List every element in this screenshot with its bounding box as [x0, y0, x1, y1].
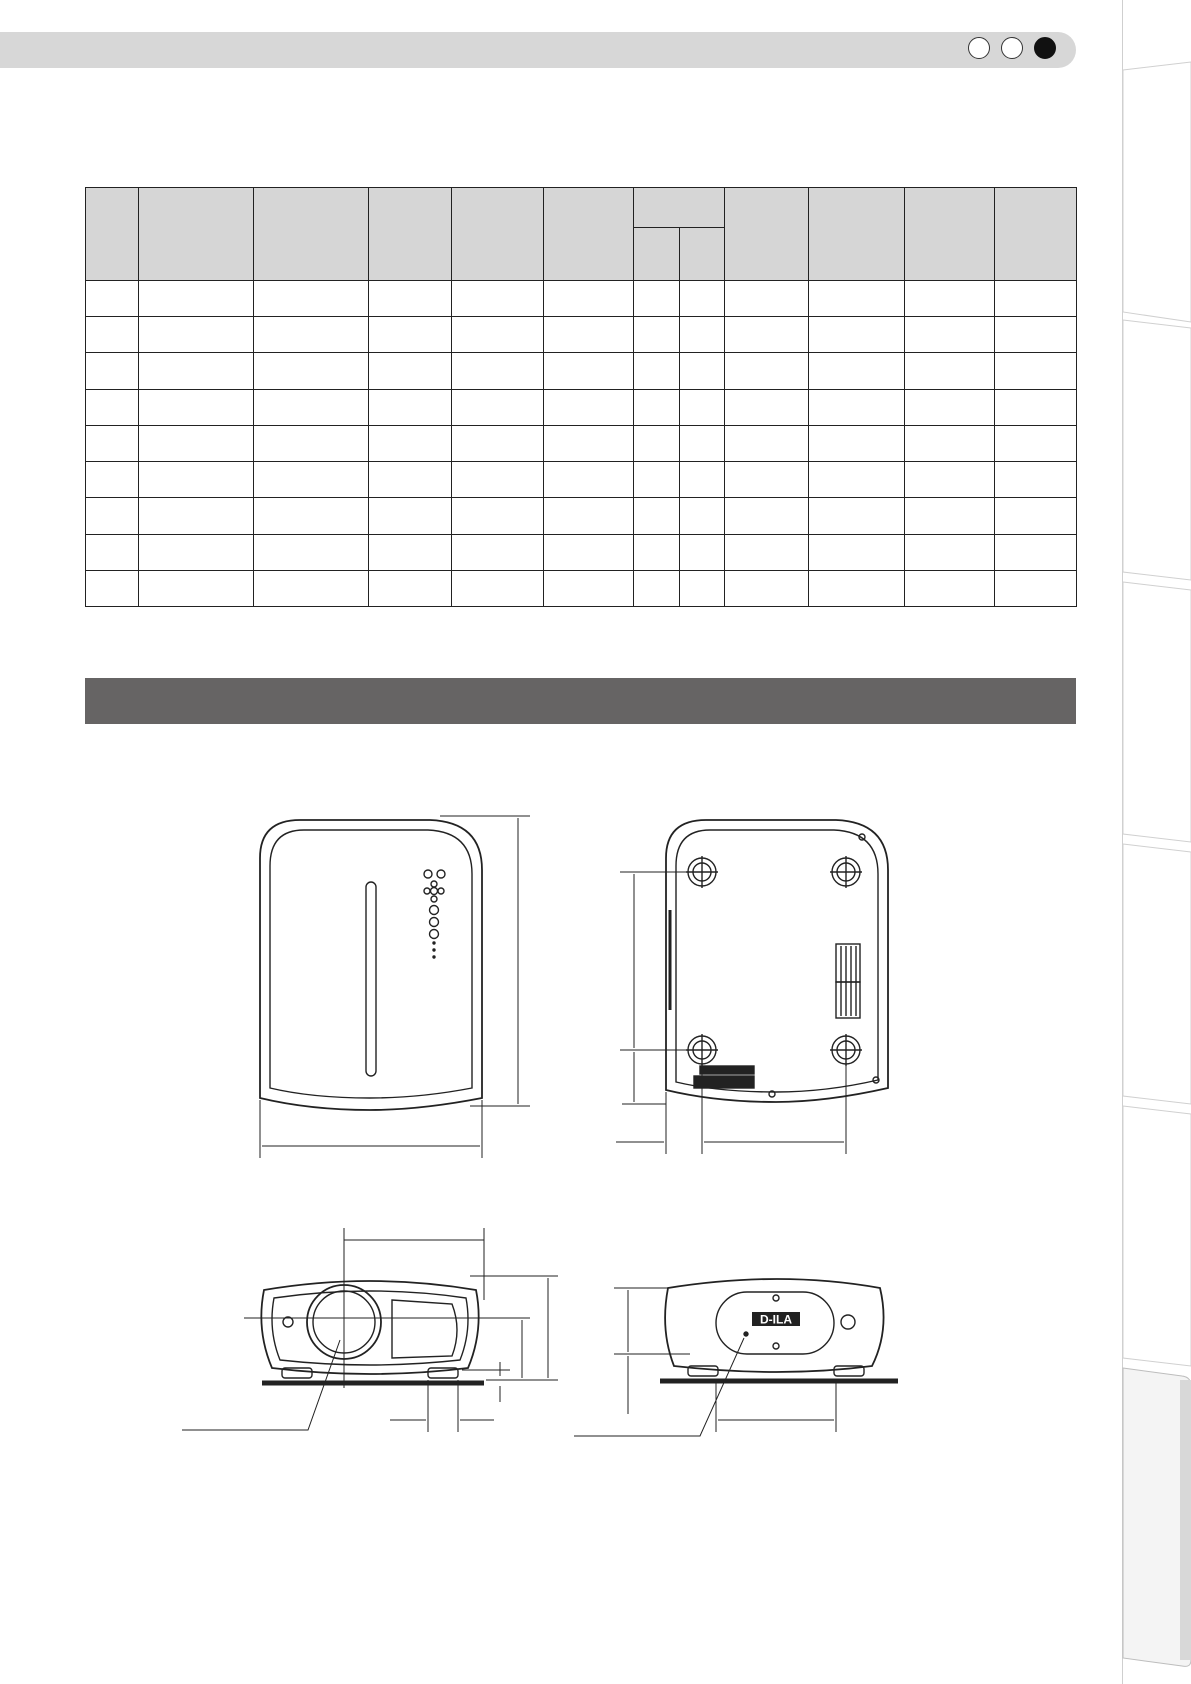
- svg-text:D-ILA: D-ILA: [760, 1312, 792, 1327]
- label-plate-icon: [694, 1066, 754, 1088]
- foot-icon: [830, 1034, 862, 1066]
- front-view-drawing: [182, 1228, 558, 1432]
- top-view-drawing: [260, 816, 530, 1158]
- bottom-view-drawing: [616, 820, 888, 1154]
- vent-grille-icon: [836, 944, 860, 1018]
- control-buttons-icon: [424, 870, 445, 958]
- rear-view-drawing: [574, 1279, 898, 1436]
- d-ila-logo: [752, 1312, 800, 1327]
- foot-icon: [830, 856, 862, 888]
